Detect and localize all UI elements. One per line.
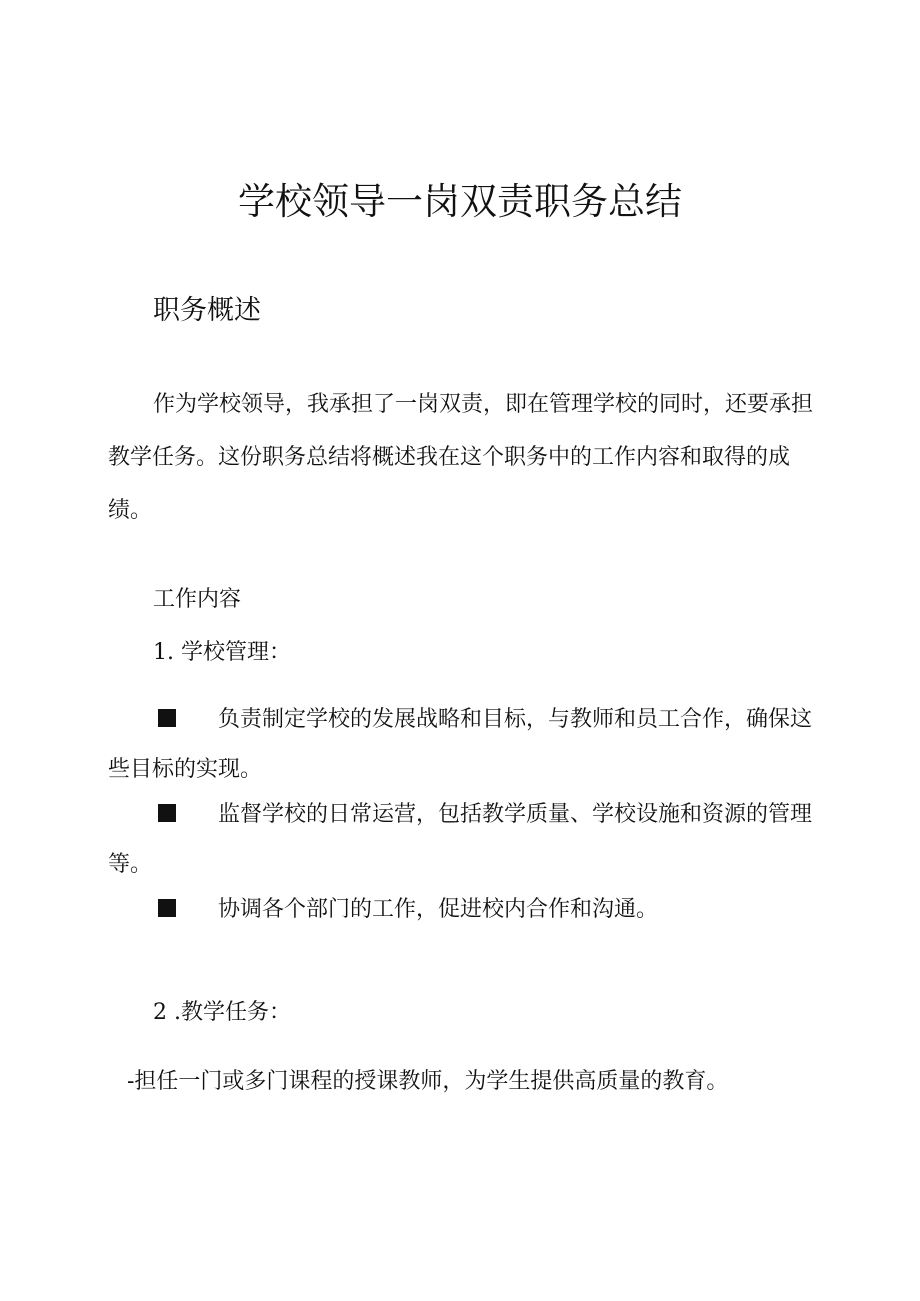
bullet-item bbox=[108, 885, 823, 935]
document-title: 学校领导一岗双责职务总结 bbox=[238, 180, 682, 223]
bullet-text: 协调各个部门的工作，促进校内合作和沟通。 bbox=[218, 897, 659, 922]
square-bullet-icon bbox=[158, 709, 176, 727]
bullet-item bbox=[108, 695, 823, 795]
teaching-task-item: -担任一门或多门课程的授课教师，为学生提供高质量的教育。 bbox=[127, 1069, 729, 1094]
section-1-label: 1. 学校管理： bbox=[153, 640, 291, 665]
section-2-label: 2 .教学任务： bbox=[153, 1000, 291, 1025]
bullet-text: 监督学校的日常运营，包括教学质量、学校设施和资源的管理等。 bbox=[108, 802, 813, 877]
square-bullet-icon bbox=[158, 804, 176, 822]
bullet-text: 负责制定学校的发展战略和目标，与教师和员工合作，确保这些目标的实现。 bbox=[108, 707, 813, 782]
work-content-label: 工作内容 bbox=[153, 587, 242, 612]
bullet-item bbox=[108, 790, 823, 890]
overview-heading: 职务概述 bbox=[153, 295, 261, 326]
overview-paragraph: 作为学校领导，我承担了一岗双责，即在管理学校的同时，还要承担教学任务。这份职务总结将概述我在这个职务中的工作内容和取得的成绩。 bbox=[108, 392, 814, 523]
square-bullet-icon bbox=[158, 899, 176, 917]
